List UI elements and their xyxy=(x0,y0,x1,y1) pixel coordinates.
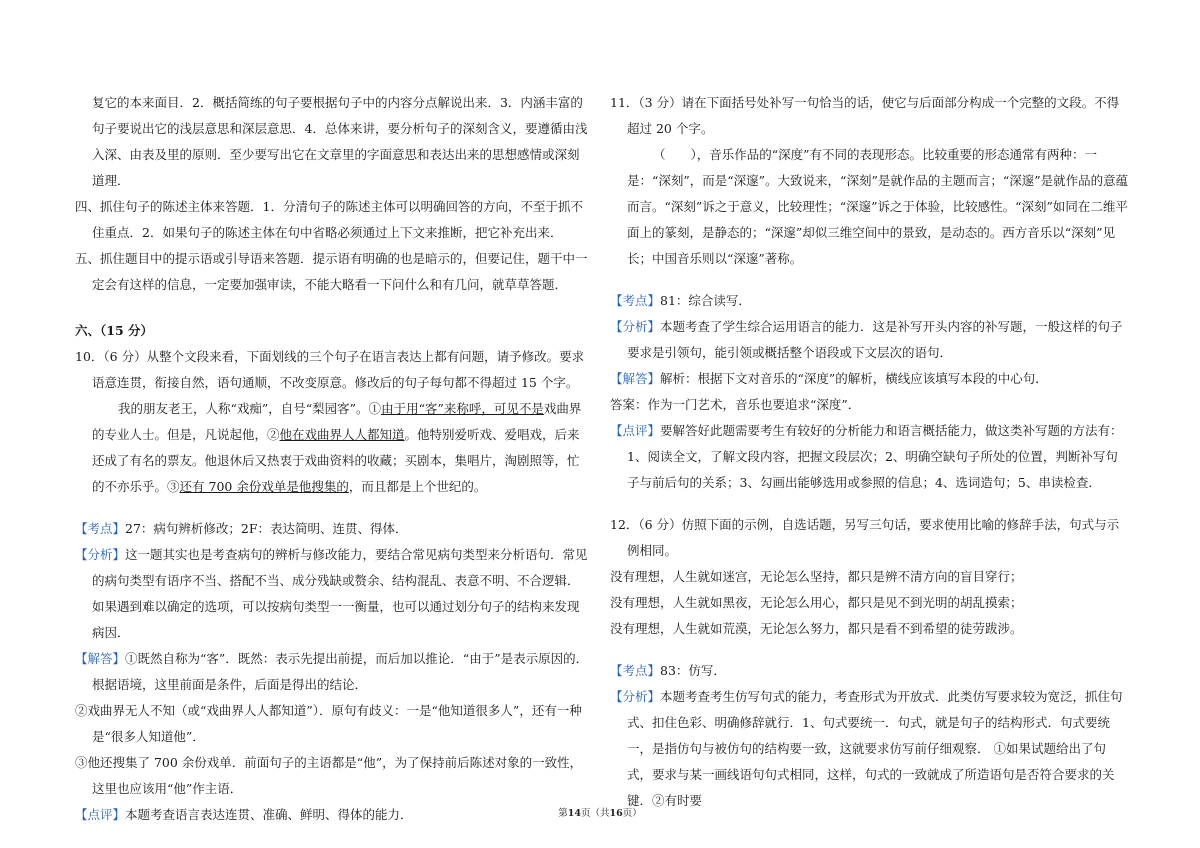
jieda-tag: 【解答】 xyxy=(610,371,661,386)
q10-kaodian xyxy=(75,516,590,542)
passage-text-d: ，而且都是上个世纪的。 xyxy=(348,479,487,494)
passage-text-b: 戏曲界的专业人士。但是，凡说起他，② xyxy=(92,401,582,442)
example-line-3: 没有理想，人生就如荒漠，无论怎么努力，都只是看不到希望的徒劳跋涉。 xyxy=(610,621,1023,636)
left-column xyxy=(75,90,590,828)
section-six-heading: 六、（15 分） xyxy=(75,323,153,338)
footer-prefix: 第 xyxy=(558,808,568,819)
page-number: 14 xyxy=(567,808,581,819)
q11-kaodian xyxy=(610,288,1130,314)
footer-suffix: 页） xyxy=(622,808,642,819)
underlined-sentence-3: 还有 700 余份戏单是他搜集的 xyxy=(179,479,349,494)
passage-text-c: 。他特别爱听戏、爱唱戏，后来还成了有名的票友。他退休后又热衷于戏曲资料的收藏；买剧本，集唱片，淘剧照等，忙的不亦乐乎。③ xyxy=(92,427,580,494)
dianping-tag: 【点评】 xyxy=(610,423,661,438)
fenxi-text: 本题考查了学生综合运用语言的能力．这是补写开头内容的补写题，一般这样的句子要求是引领句，能引领或概括整个语段或下文层次的语句． xyxy=(627,319,1123,360)
question-11: 11．（3 分）请在下面括号处补写一句恰当的话，使它与后面部分构成一个完整的文段。不得超过 20 个字。 xyxy=(610,95,1120,136)
kaodian-text: 81：综合读写． xyxy=(660,293,751,308)
footer-middle: 页（共 xyxy=(580,808,610,819)
fenxi-text: 本题考查考生仿写句式的能力，考查形式为开放式．此类仿写要求较为宽泛，抓住句式、扣住色彩、明确修辞就行．1、句式要统一．句式，就是句子的结构形式．句式要统一，是指仿句与被仿句的结构要一致，这就要求仿写前仔细观察． ①如果试题给出了句式，要求与某一画线语句句式相同，这样，句式的一致就成了所造语句是否符合要求的关键．②有时要 xyxy=(627,689,1123,808)
kaodian-text: 83：仿写． xyxy=(660,663,726,678)
fenxi-text: 这一题其实也是考查病句的辨析与修改能力，要结合常见病句类型来分析语句．常见的病句类型有语序不当、搭配不当、成分残缺或赘余、结构混乱、表意不明、不合逻辑．如果遇到难以确定的选项，可以按病句类型一一衡量，也可以通过划分句子的结构来发现病因． xyxy=(92,547,588,640)
kaodian-tag: 【考点】 xyxy=(75,521,126,536)
question-11-passage: （ ），音乐作品的“深度”有不同的表现形态。比较重要的形态通常有两种：一是：“深刻”，而是“深邃”。大致说来，“深刻”是就作品的主题而言；“深邃”是就作品的意蕴而言。“深刻”诉之于意义，比较理性；“深邃”诉之于体验，比较感性。“深刻”如同在二维平面上的篆刻，是静态的；“深邃”却似三维空间中的景致，是动态的。西方音乐以“深刻”见长；中国音乐则以“深邃”著称。 xyxy=(627,147,1129,266)
jieda-text: ①既然自称为“客”．既然：表示先提出前提，而后加以推论．“由于”是表示原因的．根据语境，这里前面是条件，后面是得出的结论． xyxy=(92,651,589,692)
q11-dianping xyxy=(610,418,1130,496)
passage-text-a: 我的朋友老王，人称“戏痴”，自号“梨园客”。① xyxy=(118,401,382,416)
q11-jieda xyxy=(610,366,1130,392)
question-12: 12．（6 分）仿照下面的示例，自选话题，另写三句话，要求使用比喻的修辞手法，句式与示例相同。 xyxy=(610,517,1120,558)
right-column xyxy=(610,90,1130,814)
q11-fenxi xyxy=(610,314,1130,366)
kaodian-text: 27：病句辨析修改；2F：表达简明、连贯、得体． xyxy=(125,521,408,536)
example-line-1: 没有理想，人生就如迷宫，无论怎么坚持，都只是辨不清方向的盲目穿行； xyxy=(610,569,1023,584)
q10-answer-3: ③他还搜集了 700 余份戏单．前面句子的主语都是“他”，为了保持前后陈述对象的一致性，这里也应该用“他”作主语． xyxy=(75,755,583,796)
kaodian-tag: 【考点】 xyxy=(610,293,661,308)
q10-fenxi xyxy=(75,542,590,646)
fenxi-tag: 【分析】 xyxy=(75,547,126,562)
dianping-text: 要解答好此题需要考生有较好的分析能力和语言概括能力，做这类补写题的方法有：1、阅读全文，了解文段内容，把握文段层次；2、明确空缺句子所处的位置，判断补写句子与前后句的关系；3、勾画出能够选用或参照的信息；4、选词造句；5、串读检查． xyxy=(627,423,1123,490)
jieda-tag: 【解答】 xyxy=(75,651,126,666)
fenxi-tag: 【分析】 xyxy=(610,319,661,334)
q10-answer-2: ②戏曲界无人不知（或“戏曲界人人都知道”）．原句有歧义：一是“他知道很多人”，还有一种是“很多人知道他”． xyxy=(75,703,582,744)
total-pages: 16 xyxy=(609,808,623,819)
example-line-2: 没有理想，人生就如黑夜，无论怎么用心，都只是见不到光明的胡乱摸索； xyxy=(610,595,1023,610)
question-10-passage xyxy=(75,396,590,500)
question-10: 10．（6 分）从整个文段来看，下面划线的三个句子在语言表达上都有问题，请予修改。要求语意连贯，衔接自然，语句通顺，不改变原意。修改后的句子每句都不得超过 15 个字。 xyxy=(75,349,585,390)
q12-kaodian xyxy=(610,658,1130,684)
jieda-text: 解析：根据下文对音乐的“深度”的解析，横线应该填写本段的中心句． xyxy=(660,371,1048,386)
kaodian-tag: 【考点】 xyxy=(610,663,661,678)
q12-fenxi xyxy=(610,684,1130,814)
tip-five-paragraph: 五、抓住题目中的提示语或引导语来答题．提示语有明确的也是暗示的，但要记住，题干中一定会有这样的信息，一定要加强审读，不能大略看一下问什么和有几问，就草草答题． xyxy=(75,251,588,292)
underlined-sentence-2: 他在戏曲界人人都知道 xyxy=(279,427,405,442)
dianping-tag: 【点评】 xyxy=(75,807,126,822)
dianping-text: 本题考查语言表达连贯、准确、鲜明、得体的能力． xyxy=(125,807,413,822)
underlined-sentence-1: 由于用“客”来称呼，可见不是 xyxy=(381,401,544,416)
q10-jieda xyxy=(75,646,590,698)
fenxi-tag: 【分析】 xyxy=(610,689,661,704)
q11-answer: 答案：作为一门艺术，音乐也要追求“深度”． xyxy=(610,397,861,412)
tip-four-paragraph: 四、抓住句子的陈述主体来答题．1．分清句子的陈述主体可以明确回答的方向，不至于抓不住重点．2．如果句子的陈述主体在句中省略必须通过上下文来推断，把它补充出来． xyxy=(75,199,583,240)
tips-continued-paragraph: 复它的本来面目．2．概括简练的句子要根据句子中的内容分点解说出来．3．内涵丰富的句子要说出它的浅层意思和深层意思．4．总体来讲，要分析句子的深刻含义，要遵循由浅入深、由表及里的原则．至少要写出它在文章里的字面意思和表达出来的思想感情或深刻道理． xyxy=(92,95,588,188)
page-footer xyxy=(0,805,1200,819)
